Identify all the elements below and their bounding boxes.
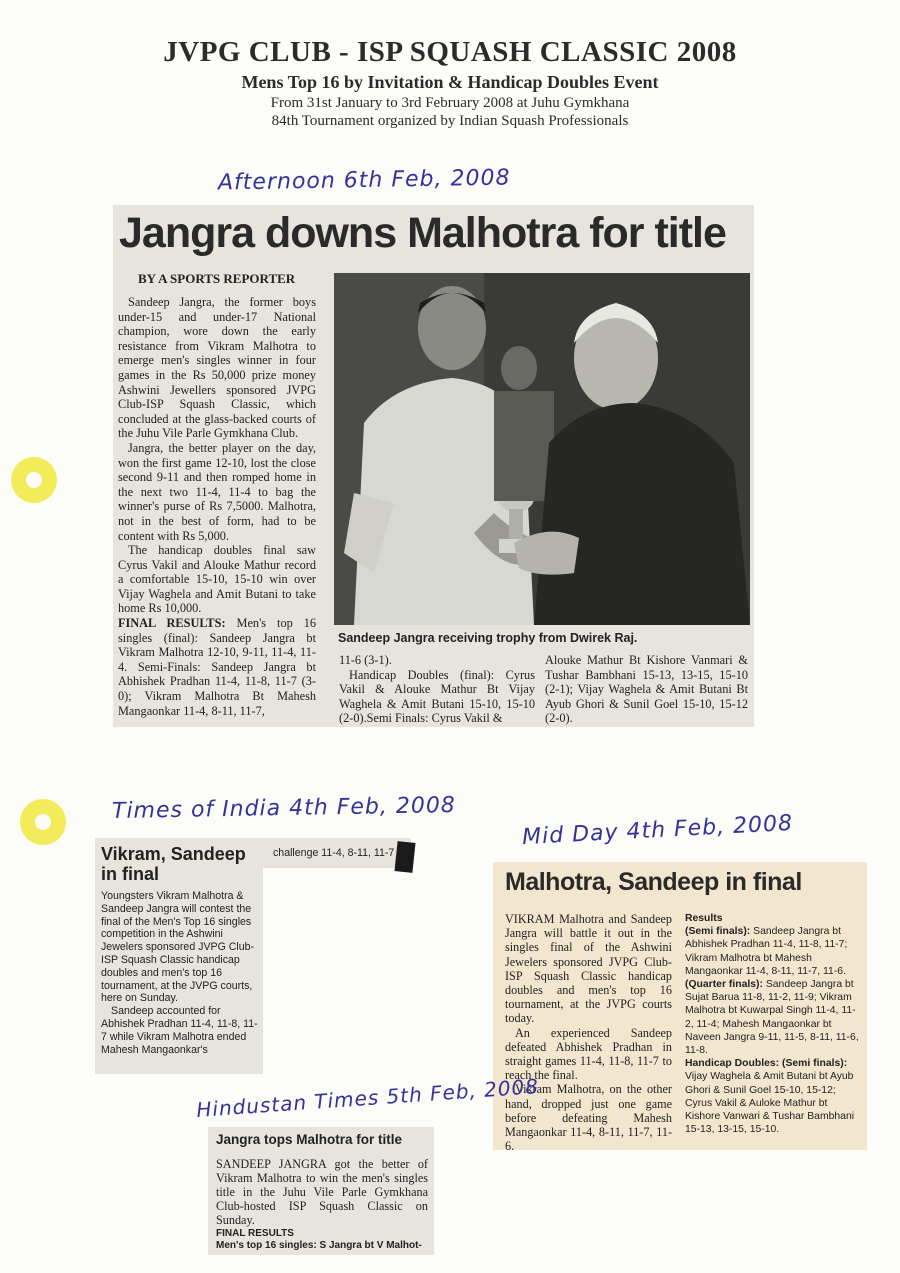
clip1-paragraph-2: Jangra, the better player on the day, won the first game 12-10, lost the close second 9-11 and then romped home in the next two 11-4, 11-4 to bag the winner's purse of Rs 7,5000. Malhotra, not in the best of form, had to be content with Rs 5,000. xyxy=(118,440,316,543)
clip3-doubles: Vijay Waghela & Amit Butani bt Ayub Ghori & Sunil Goel 15-10, 15-12; Cyrus Vakil & Auloke Mathur bt Kishore Vanwari & Tushar Bambhani 15-13, 13-15, 15-10. xyxy=(685,1071,855,1136)
clip3-paragraph-3: Vikram Malhotra, on the other hand, dropped just one game before defeating Mahesh Mangaonkar 11-4, 8-11, 11-7, 11-6. xyxy=(505,1082,672,1154)
clipping-times-of-india xyxy=(95,838,263,1074)
handnote-mid-day: Mid Day 4th Feb, 2008 xyxy=(521,810,794,851)
clip2-headline: Vikram, Sandeep in final xyxy=(101,844,246,884)
clip4-headline: Jangra tops Malhotra for title xyxy=(216,1132,403,1147)
clip1-results: Men's top 16 singles (final): Sandeep Jangra bt Vikram Malhotra 12-10, 9-11, 11-4, 11-4. Semi-Finals: Sandeep Jangra bt Abhishek Pradhan 11-4, 11-8, 11-7 (3-0); Vikram Malhotra Bt Mahesh Mangaonkar 11-4, 8-11, 11-7, xyxy=(118,616,316,718)
clip2-paragraph-2: Sandeep accounted for Abhishek Pradhan 11-4, 11-8, 11-7 while Vikram Malhotra ended Mahesh Mangaonkar's xyxy=(101,1005,258,1056)
clip1-paragraph-1: Sandeep Jangra, the former boys under-15 and under-17 National champion, wore down the early resistance from Vikram Malhotra to emerge men's singles winner in four games in the Rs 50,000 prize money Ashwini Jewellers sponsored JVPG Club-ISP Squash Classic, which concluded at the glass-backed courts of the Juhu Vile Parle Gymkhana Club. xyxy=(118,295,316,441)
clip3-headline: Malhotra, Sandeep in final xyxy=(505,868,802,896)
clip1-paragraph-3: The handicap doubles final saw Cyrus Vakil and Alouke Mathur record a comfortable 15-10, 15-10 win over Vijay Waghela and Amit Butani to take home Rs 10,000. xyxy=(118,543,316,616)
clip1-caption-bar xyxy=(334,625,750,651)
clipping-times-of-india-tab xyxy=(263,838,411,868)
punch-hole-bottom xyxy=(20,799,66,845)
clip3-semi: Sandeep Jangra bt Abhishek Pradhan 11-4, 11-8, 11-7; Vikram Malhotra bt Mahesh Mangaonkar 11-4, 8-11, 11-7, 11-6. xyxy=(685,926,848,977)
handnote-afternoon: Afternoon 6th Feb, 2008 xyxy=(217,165,511,196)
handnote-times-of-india: Times of India 4th Feb, 2008 xyxy=(111,793,457,824)
clip3-column-1 xyxy=(505,912,672,1153)
clip3-paragraph-2: An experienced Sandeep defeated Abhishek Pradhan in straight games 11-4, 11-8, 11-7 to reach the final. xyxy=(505,1025,672,1083)
clip2-paragraph-1: Youngsters Vikram Malhotra & Sandeep Jangra will contest the final of the Men's Top 16 singles competition in the Ashwini Jewelers sponsored JVPG Club-ISP Squash Classic handicap doubles and men's top 16 tournament, at the JVPG courts, here on Sunday. xyxy=(101,890,255,1005)
clip3-results-label: Results xyxy=(685,913,723,924)
tape-mark xyxy=(394,841,415,873)
clipping-hindustan-times xyxy=(208,1127,434,1255)
clip3-doubles-label: Handicap Doubles: (Semi finals): xyxy=(685,1058,848,1070)
clip1-results-label: FINAL RESULTS: xyxy=(118,616,226,631)
clip1-byline: BY A SPORTS REPORTER xyxy=(138,271,296,286)
clip3-quarter-label: (Quarter finals): xyxy=(685,979,763,991)
clip1-column-2 xyxy=(339,653,535,726)
punch-hole-top xyxy=(11,457,57,503)
organizer-line: 84th Tournament organized by Indian Squash Professionals xyxy=(271,113,629,129)
clip4-paragraph: SANDEEP JANGRA got the better of Vikram Malhotra to win the men's singles title in the Juhu Vile Parle Gymkhana Club-hosted ISP Squash Classic on Sunday. xyxy=(216,1157,428,1227)
clip1-col2-line: 11-6 (3-1). xyxy=(339,653,392,667)
page-title: JVPG CLUB - ISP SQUASH CLASSIC 2008 xyxy=(163,36,737,68)
clip1-column-3 xyxy=(545,653,748,726)
clip3-paragraph-1: VIKRAM Malhotra and Sandeep Jangra will battle it out in the singles final of the Ashwini Jewelers sponsored JVPG Club-ISP Squash Classic handicap doubles and men's top 16 tournament, at the JVPG courts today. xyxy=(505,912,672,1026)
clip1-headline: Jangra downs Malhotra for title xyxy=(119,209,726,257)
clip3-quarter: Sandeep Jangra bt Sujat Barua 11-8, 11-2, 11-9; Vikram Malhotra bt Kuwarpal Singh 11-4, 11-2, 11-4; Mahesh Mangaonkar bt Naveen Jangra 9-11, 11-5, 8-11, 11-6, 11-8. xyxy=(685,979,859,1057)
clipping-mid-day xyxy=(493,862,867,1154)
event-dates: From 31st January to 3rd February 2008 at Juhu Gymkhana xyxy=(270,95,630,111)
clip3-semi-label: (Semi finals): xyxy=(685,926,751,938)
clip4-final-label: FINAL RESULTS xyxy=(216,1228,294,1239)
clip1-caption: Sandeep Jangra receiving trophy from Dwirek Raj. xyxy=(338,631,638,645)
trophy-photo xyxy=(334,273,750,625)
clip1-col2-paragraph: Handicap Doubles (final): Cyrus Vakil & Alouke Mathur Bt Vijay Waghela & Amit Butani 15-10, 15-10 (2-0).Semi Finals: Cyrus Vakil & xyxy=(339,667,535,726)
clip2-side-text: challenge 11-4, 8-11, 11-7 xyxy=(273,847,395,859)
handnote-hindustan-times: Hindustan Times 5th Feb, 2008 xyxy=(195,1074,540,1122)
clip4-final-line: Men's top 16 singles: S Jangra bt V Malhot- xyxy=(216,1240,422,1251)
clip2-body xyxy=(101,890,259,1056)
clip3-results xyxy=(685,912,861,1136)
page-subtitle: Mens Top 16 by Invitation & Handicap Doubles Event xyxy=(241,72,659,92)
clip1-column-1 xyxy=(118,295,316,718)
clip1-col3-paragraph: Alouke Mathur Bt Kishore Vanmari & Tushar Bambhani 15-13, 13-15, 15-10 (2-1); Vijay Waghela & Amit Butani Bt Ayub Ghori & Sunil Goel 15-10, 15-12 (2-0). xyxy=(545,653,748,726)
clipping-afternoon xyxy=(113,205,754,727)
